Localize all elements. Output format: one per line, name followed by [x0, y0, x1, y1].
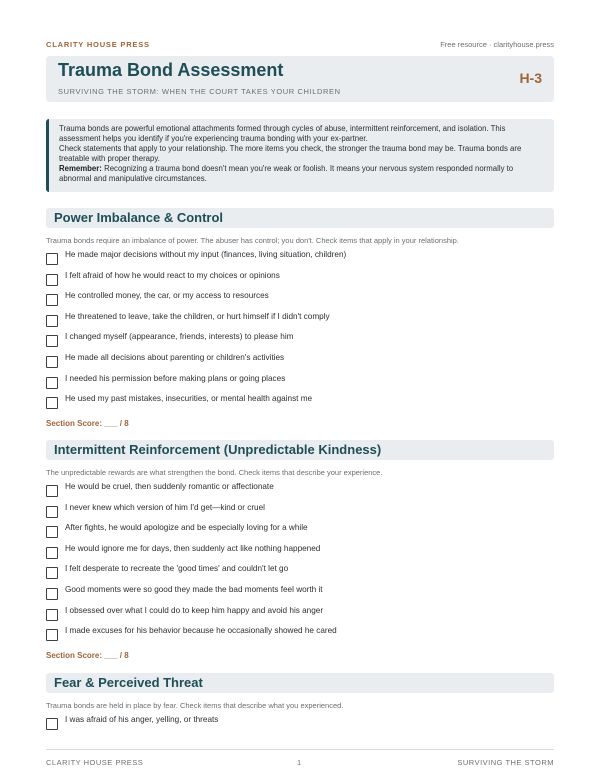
checkbox[interactable]: [46, 506, 58, 518]
intro-text-1: Trauma bonds are powerful emotional attachments formed through cycles of abuse, intermittent reinforcement, and isolation. This assessment helps you identify if you're experiencing trauma bonding with your ex-partner.: [59, 124, 506, 144]
checkbox[interactable]: [46, 629, 58, 641]
checklist-item-label: He made all decisions about parenting or children's activities: [65, 352, 285, 362]
checklist-item-label: He would be cruel, then suddenly romantic or affectionate: [65, 482, 274, 491]
checklist: [46, 481, 554, 646]
checklist-item: [46, 311, 554, 332]
checklist-item: [46, 331, 554, 352]
footer-publisher: CLARITY HOUSE PRESS: [46, 758, 144, 767]
checkbox[interactable]: [46, 609, 58, 621]
section-power-imbalance: [46, 208, 554, 428]
checklist-item: [46, 543, 554, 564]
checklist-item-label: I obsessed over what I could do to keep him happy and avoid his anger: [65, 605, 324, 615]
remember-text: Recognizing a trauma bond doesn't mean you're weak or foolish. It means your nervous system responded normally to abnormal and manipulative circumstances.: [59, 164, 514, 184]
section-description: Trauma bonds require an imbalance of power. The abuser has control; you don't. Check items that apply in your relationship.: [46, 236, 459, 245]
checklist-item: [46, 605, 554, 626]
checklist-item: [46, 714, 554, 735]
checklist-item: [46, 290, 554, 311]
checklist-item-label: I needed his permission before making plans or going places: [65, 373, 286, 383]
intro-remember: [59, 164, 544, 184]
section-score: Section Score: ___ / 8: [46, 418, 129, 428]
checklist-item: [46, 481, 554, 502]
checkbox[interactable]: [46, 253, 58, 265]
intro-panel: [46, 119, 554, 192]
checklist: [46, 249, 554, 414]
checklist-item: [46, 270, 554, 291]
page-title: Trauma Bond Assessment: [58, 60, 284, 80]
checkbox[interactable]: [46, 547, 58, 559]
checkbox[interactable]: [46, 485, 58, 497]
handout-code: H-3: [519, 70, 542, 86]
checklist-item: [46, 563, 554, 584]
intro-text-2: Check statements that apply to your relationship. The more items you check, the stronger the trauma bond may be. Trauma bonds are treatable with proper therapy.: [59, 144, 522, 164]
checkbox[interactable]: [46, 315, 58, 327]
checklist-item-label: He threatened to leave, take the children, or hurt himself if I didn't comply: [65, 311, 330, 321]
section-description: The unpredictable rewards are what strengthen the bond. Check items that describe your experience.: [46, 468, 383, 477]
checklist-item: [46, 502, 554, 523]
publisher-name: CLARITY HOUSE PRESS: [46, 40, 150, 49]
checkbox[interactable]: [46, 526, 58, 538]
checklist-item-label: He made major decisions without my input (finances, living situation, children): [65, 250, 347, 259]
checkbox[interactable]: [46, 274, 58, 286]
resource-link[interactable]: Free resource · clarityhouse.press: [440, 40, 554, 49]
checklist-item-label: He would ignore me for days, then suddenly act like nothing happened: [65, 543, 321, 553]
section-header: [46, 208, 554, 228]
checklist-item-label: I was afraid of his anger, yelling, or threats: [65, 715, 219, 724]
top-bar: [46, 40, 554, 52]
checkbox[interactable]: [46, 588, 58, 600]
checkbox[interactable]: [46, 377, 58, 389]
section-title: Intermittent Reinforcement (Unpredictable Kindness): [54, 442, 382, 457]
checklist-item: [46, 249, 554, 270]
section-header: [46, 673, 554, 693]
checkbox[interactable]: [46, 397, 58, 409]
page-subtitle: SURVIVING THE STORM: WHEN THE COURT TAKES YOUR CHILDREN: [58, 87, 341, 96]
checklist-item: [46, 522, 554, 543]
checkbox[interactable]: [46, 718, 58, 730]
checklist-item: [46, 584, 554, 605]
checklist-item-label: I changed myself (appearance, friends, interests) to please him: [65, 332, 294, 342]
section-fear-threat: [46, 673, 554, 735]
section-header: [46, 440, 554, 460]
remember-label: Remember:: [59, 164, 102, 174]
checkbox[interactable]: [46, 294, 58, 306]
checkbox[interactable]: [46, 335, 58, 347]
checklist-item-label: I made excuses for his behavior because he occasionally showed he cared: [65, 626, 337, 636]
checklist-item: [46, 352, 554, 373]
checklist-item-label: He controlled money, the car, or my access to resources: [65, 291, 269, 301]
checklist: [46, 714, 554, 735]
section-intermittent-reinforcement: [46, 440, 554, 660]
checklist-item-label: I felt afraid of how he would react to my choices or opinions: [65, 270, 280, 280]
checklist-item-label: I felt desperate to recreate the 'good times' and couldn't let go: [65, 564, 289, 574]
section-score: Section Score: ___ / 8: [46, 650, 129, 660]
checklist-item-label: He used my past mistakes, insecurities, or mental health against me: [65, 394, 313, 404]
checklist-item: [46, 393, 554, 414]
title-panel: [46, 56, 554, 102]
footer-divider: [46, 749, 554, 750]
section-title: Power Imbalance & Control: [54, 210, 224, 225]
checklist-item: [46, 625, 554, 646]
checklist-item-label: I never knew which version of him I'd get—kind or cruel: [65, 502, 265, 512]
checklist-item: [46, 373, 554, 394]
checklist-item-label: After fights, he would apologize and be especially loving for a while: [65, 523, 308, 533]
footer-series: SURVIVING THE STORM: [457, 758, 554, 767]
page-number: 1: [297, 758, 302, 767]
checklist-item-label: Good moments were so good they made the bad moments feel worth it: [65, 584, 323, 594]
checkbox[interactable]: [46, 356, 58, 368]
section-title: Fear & Perceived Threat: [54, 675, 203, 690]
section-description: Trauma bonds are held in place by fear. Check items that describe what you experienced.: [46, 701, 344, 710]
checkbox[interactable]: [46, 567, 58, 579]
